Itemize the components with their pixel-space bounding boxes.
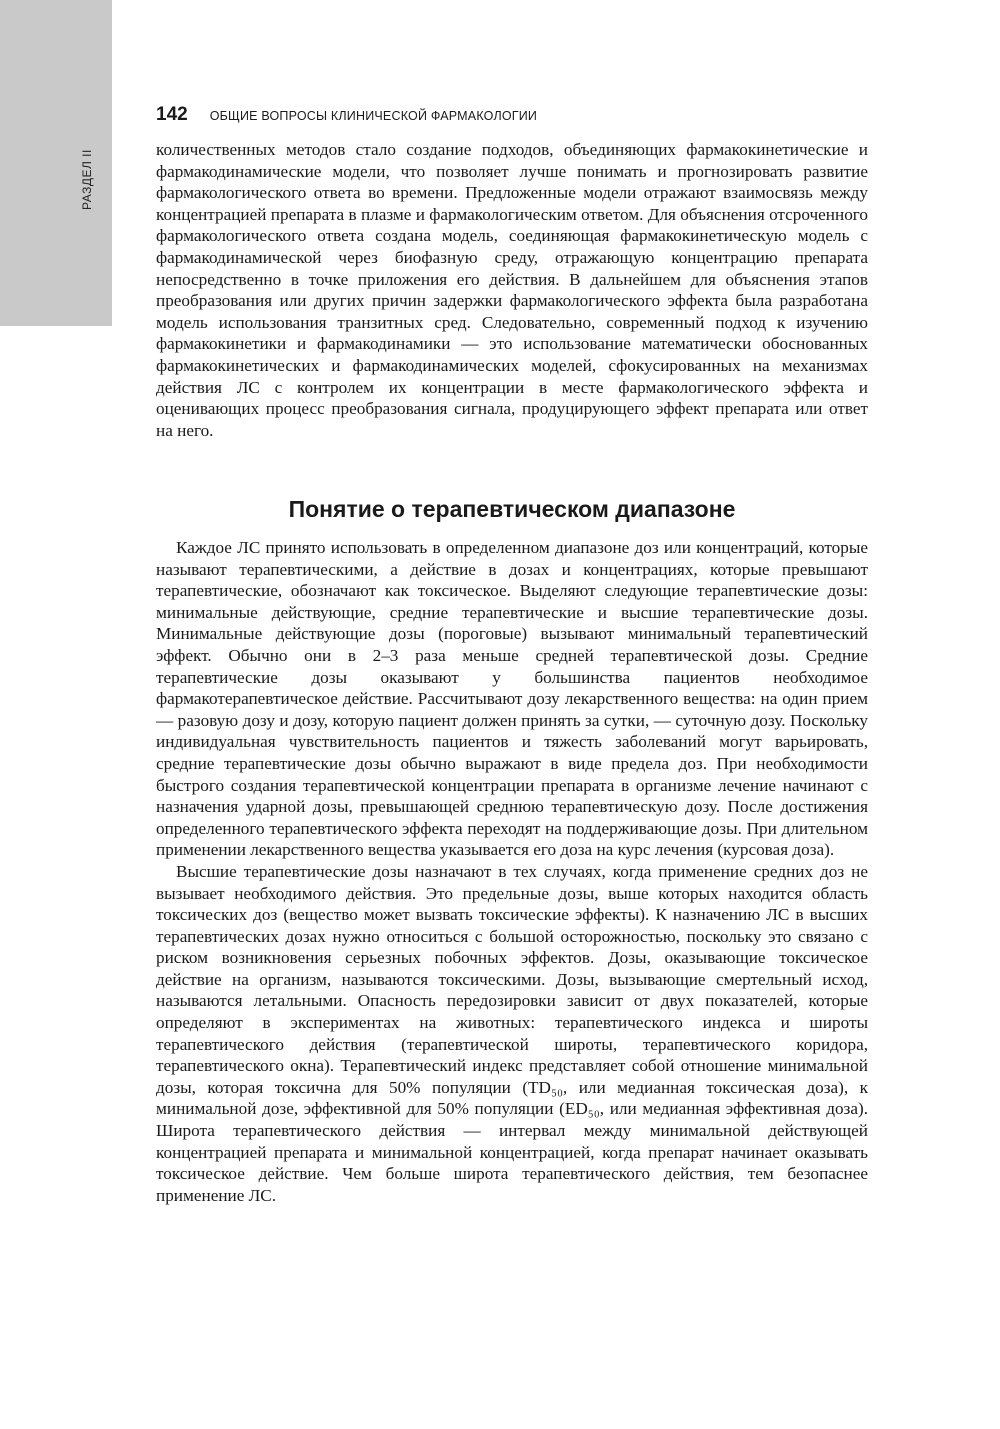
section-heading: Понятие о терапевтическом диапазоне [288,496,736,522]
intro-text-block [156,139,868,441]
section-body [156,537,868,1206]
running-title: ОБЩИЕ ВОПРОСЫ КЛИНИЧЕСКОЙ ФАРМАКОЛОГИИ [209,109,538,123]
body-paragraph: Высшие терапевтические дозы назначают в тех случаях, когда применение средних доз не вызывает необходимого действия. Это предельные дозы, выше которых находится область токсических доз (вещество может вызвать токсические эффекты). К назначению ЛС в высших терапевтических дозах нужно относиться с большой осторожностью, поскольку это связано с риском возникновения серьезных побочных эффектов. Дозы, оказывающие токсическое действие на организм, называются токсическими. Дозы, вызывающие смертельный исход, называются летальными. Опасность передозировки зависит от двух показателей, которые определяют в экспериментах на животных: терапевтического индекса и широты терапевтического действия (терапевтической широты, терапевтического коридора, терапевтического окна). Терапевтический индекс представляет собой отношение минимальной дозы, которая токсична для 50% популяции (TD₅₀, или медианная токсическая доза), к минимальной дозе, эффективной для 50% популяции (ED₅₀, или медианная эффективная доза). Широта терапевтического действия — интервал между минимальной действующей концентрацией препарата и минимальной концентрацией, когда препарат начинает оказывать токсическое действие. Чем больше широта терапевтического действия, тем безопаснее применение ЛС. [156,861,868,1205]
section-side-tab [0,0,112,326]
running-header [156,104,537,130]
page-number: 142 [156,104,188,125]
body-paragraph: Каждое ЛС принято использовать в определенном диапазоне доз или концентраций, которые называют терапевтическими, а действие в дозах и концентрациях, которые превышают терапевтические, обозначают как токсическое. Выделяют следующие терапевтические дозы: минимальные действующие, средние терапевтические и высшие терапевтические дозы. Минимальные действующие дозы (пороговые) вызывают минимальный терапевтический эффект. Обычно они в 2–3 раза меньше средней терапевтической дозы. Средние терапевтические дозы оказывают у большинства пациентов необходимое фармакотерапевтическое действие. Рассчитывают дозу лекарственного вещества: на один прием — разовую дозу и дозу, которую пациент должен принять за сутки, — суточную дозу. Поскольку индивидуальная чувствительность пациентов и тяжесть заболеваний могут варьировать, средние терапевтические дозы обычно выражают в виде предела доз. При необходимости быстрого создания терапевтической концентрации препарата в организме лечение начинают с назначения ударной дозы, превышающей среднюю терапевтическую дозу. После достижения определенного терапевтического эффекта переходят на поддерживающие дозы. При длительном применении лекарственного вещества указывается его доза на курс лечения (курсовая доза). [156,538,868,860]
section-label: РАЗДЕЛ II [80,149,94,211]
intro-paragraph: количественных методов стало создание подходов, объединяющих фармакокинетические и фармакодинамические модели, что позволяет лучше понимать и прогнозировать развитие фармакологического ответа во времени. Предложенные модели отражают взаимосвязь между концентрацией препарата в плазме и фармакологическим ответом. Для объяснения отсроченного фармакологического ответа создана модель, соединяющая фармакокинетическую модель с фармакодинамической через биофазную среду, отражающую концентрацию препарата непосредственно в точке приложения его действия. В дальнейшем для объяснения этапов преобразования или других причин задержки фармакологического эффекта была разработана модель использования транзитных сред. Следовательно, современный подход к изучению фармакокинетики и фармакодинамики — это использование математически обоснованных фармакокинетических и фармакодинамических моделей, сфокусированных на механизмах действия ЛС с контролем их концентрации в месте фармакологического эффекта и оценивающих процесс преобразования сигнала, продуцирующего эффект препарата или ответ на него. [156,140,868,440]
